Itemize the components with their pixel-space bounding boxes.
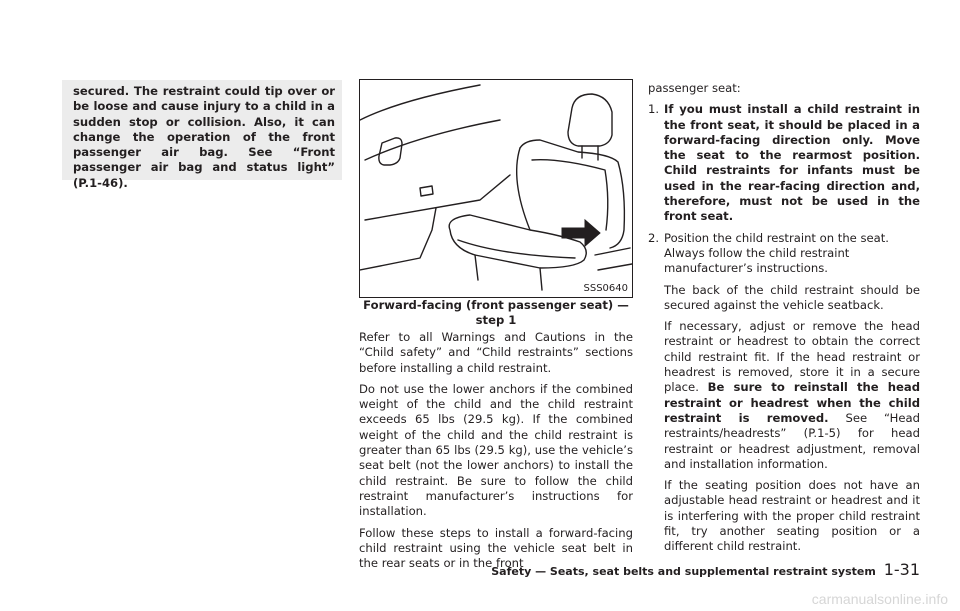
watermark: carmanualsonline.info (811, 591, 948, 607)
seat-drawing (360, 80, 633, 298)
seat-illustration (359, 79, 633, 298)
section-title: Safety — Seats, seat belts and supplemental restraint system (491, 565, 876, 578)
step-1 (648, 102, 920, 224)
paragraph: Do not use the lower anchors if the combined weight of the child and the child restraint exceeds 65 lbs (29.5 kg). If the combined weight of the child and the child restraint is greater than 65 lbs (29.5 kg), use the vehicle’s seat belt (not the lower anchors) to install the child restraint. Be sure to follow the child restraint manufacturer’s instructions for installation. (359, 381, 633, 519)
step-number: 2. (648, 230, 660, 245)
step-text: If you must install a child restraint in the front seat, it should be placed in a forward-facing direction only. Move the seat to the rearmost position. Child restraints for infants must be used in the rear-facing direction and, therefore, must not be used in the front seat. (664, 102, 920, 224)
right-column (648, 81, 920, 555)
step-number: 1. (648, 102, 660, 117)
step-2 (648, 231, 920, 277)
lead-text: passenger seat: (648, 81, 741, 95)
paragraph: Follow these steps to install a forward-facing child restraint using the vehicle seat belt in the rear seats or in the front (359, 525, 633, 571)
step-paragraph: If the seating position does not have an adjustable head restraint or headrest and it is interfering with the proper child restraint fit, try another seating position or a different child restraint. (664, 478, 920, 554)
figure-caption: Forward-facing (front passenger seat) — step 1 (363, 298, 629, 327)
figure-code: SSS0640 (583, 283, 628, 294)
warning-text: secured. The restraint could tip over or be loose and cause injury to a child in a sudden stop or collision. Also, it can change the operation of the front passenger air bag. See “Front passenger air bag and status light” (P.1-46). (73, 84, 335, 190)
paragraph: Refer to all Warnings and Cautions in the “Child safety” and “Child restraints” sections before installing a child restraint. (359, 330, 633, 375)
step-text: Position the child restraint on the seat. Always follow the child restraint manufacturer’s instructions. (664, 230, 889, 276)
page-footer (491, 560, 920, 579)
step-paragraph: The back of the child restraint should be secured against the vehicle seatback. (664, 282, 920, 312)
step-paragraph: If necessary, adjust or remove the head restraint or headrest to obtain the correct child restraint fit. If the head restraint or headrest is removed, store it in a secure place. Be sure to reinstall the head restraint or headrest when the child restraint is removed. See “Head restraints/headrests” (P.1-5) for head restraint or headrest adjustment, removal and installation information. (664, 319, 920, 471)
page-number: 1-31 (883, 560, 920, 579)
middle-column (359, 330, 633, 577)
